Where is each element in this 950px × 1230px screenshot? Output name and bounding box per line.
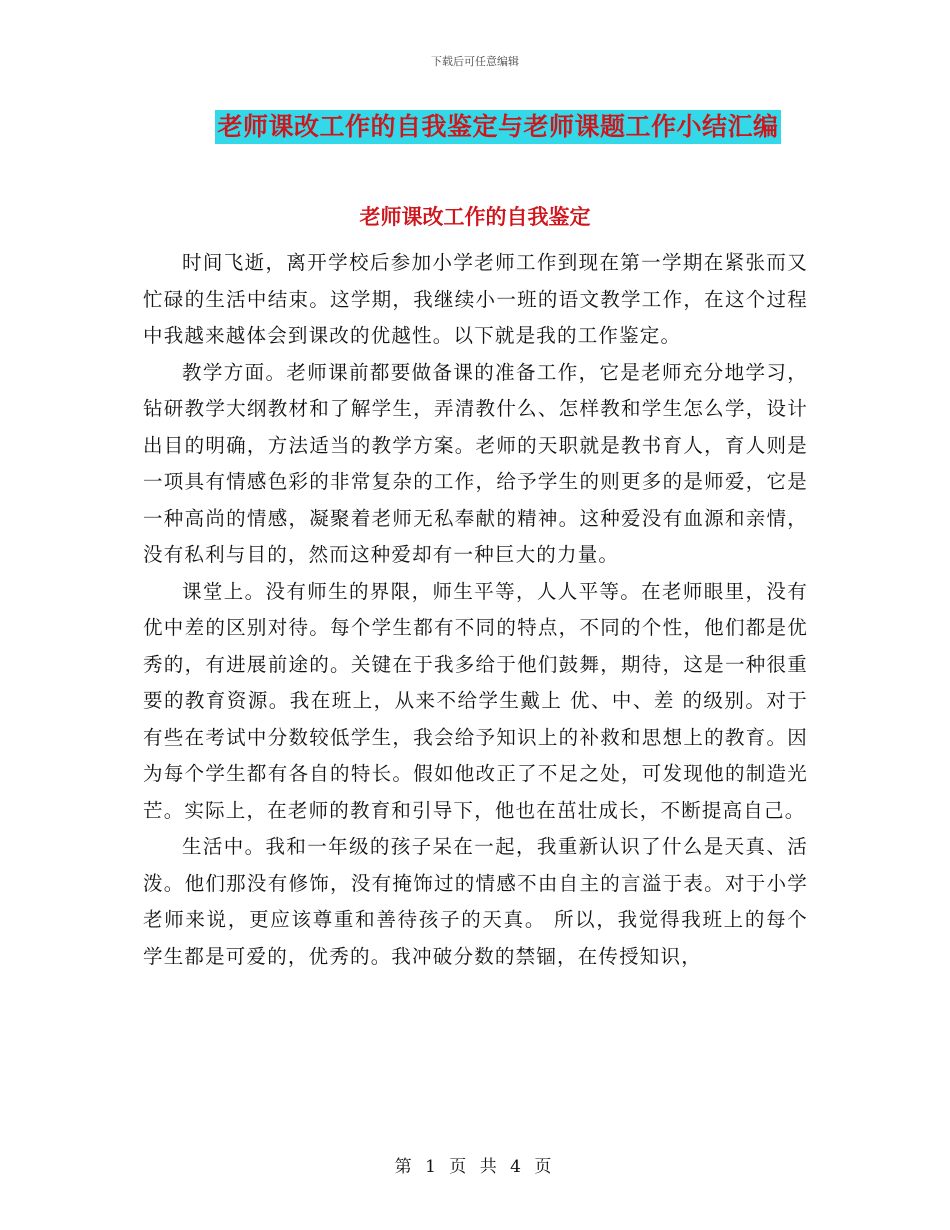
paragraph: 教学方面。老师课前都要做备课的准备工作，它是老师充分地学习，钻研教学大纲教材和了解学生，弄清教什么、怎样教和学生怎么学，设计出目的明确，方法适当的教学方案。老师的天职就是教书育人，育人则是一项具有情感色彩的非常复杂的工作，给予学生的则更多的是师爱，它是一种高尚的情感，凝聚着老师无私奉献的精神。这种爱没有血源和亲情，没有私利与目的，然而这种爱却有一种巨大的力量。 [143, 360, 808, 566]
paragraph: 时间飞逝，离开学校后参加小学老师工作到现在第一学期在紧张而又忙碌的生活中结束。这学期，我继续小一班的语文教学工作，在这个过程中我越来越体会到课改的优越性。以下就是我的工作鉴定。 [143, 251, 808, 347]
section-title: 老师课改工作的自我鉴定 [359, 204, 591, 229]
body-text [143, 245, 808, 975]
main-title: 老师课改工作的自我鉴定与老师课题工作小结汇编 [215, 110, 780, 144]
paragraph: 课堂上。没有师生的界限，师生平等，人人平等。在老师眼里，没有优中差的区别对待。每个学生都有不同的特点，不同的个性，他们都是优秀的，有进展前途的。关键在于我多给于他们鼓舞，期待，这是一种很重要的教育资源。我在班上，从来不给学生戴上 优、中、差 的级别。对于有些在考试中分数较低学生，我会给予知识上的补救和思想上的教育。因为每个学生都有各自的特长。假如他改正了不足之处，可发现他的制造光芒。实际上，在老师的教育和引导下，他也在茁壮成长，不断提高自己。 [143, 579, 808, 822]
main-title-container [0, 110, 950, 144]
page-number: 第 1 页 共 4 页 [394, 1157, 556, 1177]
header-note: 下载后可任意编辑 [431, 55, 519, 68]
paragraph: 生活中。我和一年级的孩子呆在一起，我重新认识了什么是天真、活泼。他们那没有修饰，没有掩饰过的情感不由自主的言溢于表。对于小学老师来说，更应该尊重和善待孩子的天真。 所以，我觉得我班上的每个学生都是可爱的，优秀的。我冲破分数的禁锢，在传授知识， [143, 835, 808, 968]
